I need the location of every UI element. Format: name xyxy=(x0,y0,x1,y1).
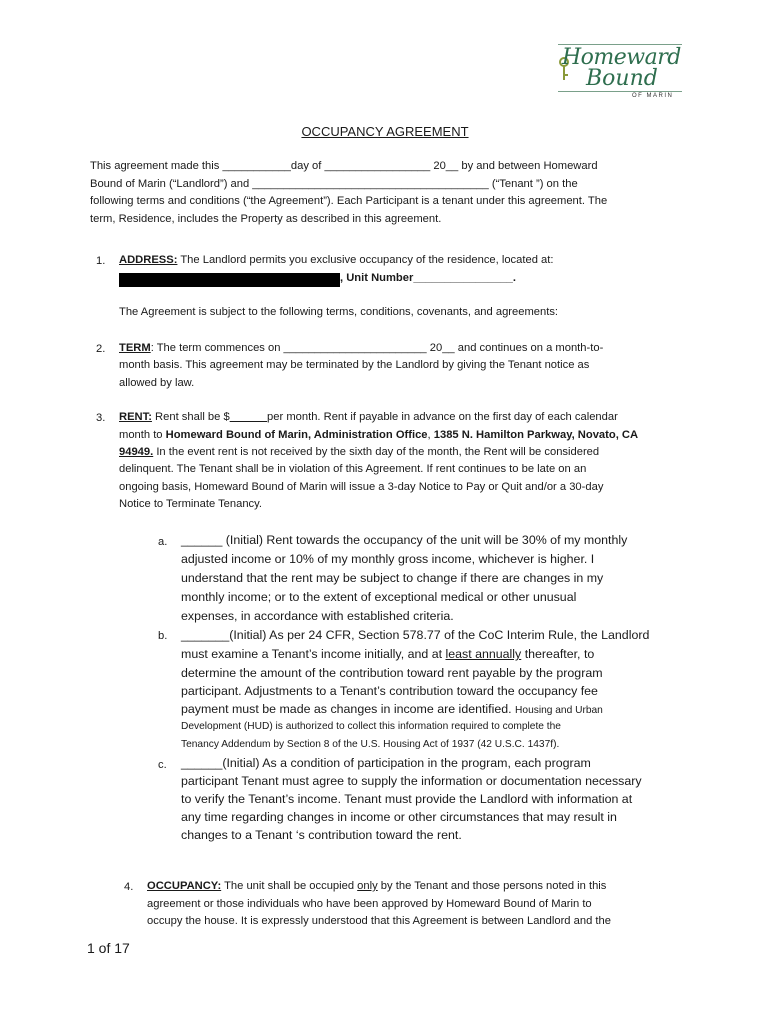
sub-c-line-2: participant Tenant must agree to supply the information or documentation necessary xyxy=(181,774,642,788)
sub-b-text-5a: payment must be made as changes in income are identified. xyxy=(181,702,516,716)
sub-b-text-2b: thereafter, to xyxy=(521,647,595,661)
redacted-address xyxy=(119,273,340,287)
subject-line: The Agreement is subject to the following terms, conditions, covenants, and agreements: xyxy=(119,306,559,318)
sub-b-text-5b: Housing and Urban xyxy=(515,705,603,716)
intro-line-1: This agreement made this ___________day of _________________ 20__ by and between Homeward xyxy=(90,160,598,172)
rent-text-2: per month. Rent if payable in advance on the first day of each calendar xyxy=(267,411,618,423)
section-1-text: The Landlord permits you exclusive occupancy of the residence, located at: xyxy=(177,254,554,266)
section-3-number: 3. xyxy=(96,412,106,424)
least-annually: least annually xyxy=(445,647,522,661)
sub-b-label: b. xyxy=(158,630,168,642)
section-2-line-2: month basis. This agreement may be terminated by the Landlord by giving the Tenant notice as xyxy=(119,359,590,371)
homeward-bound-logo xyxy=(556,42,684,104)
section-3-line-3 xyxy=(119,444,599,462)
sub-c-line-1: ______(Initial) As a condition of participation in the program, each program xyxy=(181,756,591,770)
logo-bottom-rule xyxy=(558,91,682,92)
section-3-line-5: ongoing basis, Homeward Bound of Marin will issue a 3-day Notice to Pay or Quit and/or a 30-day xyxy=(119,481,604,493)
sub-a-line-1: ______ (Initial) Rent towards the occupancy of the unit will be 30% of my monthly xyxy=(181,533,628,547)
section-4-line-2: agreement or those individuals who have been approved by Homeward Bound of Marin to xyxy=(147,898,592,910)
sub-b-line-4: participant. Adjustments to a Tenant’s contribution toward the occupancy fee xyxy=(181,684,598,698)
sub-c-line-4: any time regarding changes in income or other circumstances that may result in xyxy=(181,810,617,824)
section-3-line-2 xyxy=(119,427,638,445)
intro-line-4: term, Residence, includes the Property as described in this agreement. xyxy=(90,213,442,225)
occupancy-only: only xyxy=(357,880,378,892)
sub-b-line-2 xyxy=(181,645,594,664)
sub-c-line-3: to verify the Tenant’s income. Tenant must provide the Landlord with information at xyxy=(181,792,633,806)
sub-b-line-6: Development (HUD) is authorized to collect this information required to complete the xyxy=(181,721,561,732)
section-1-number: 1. xyxy=(96,255,106,267)
section-2-number: 2. xyxy=(96,343,106,355)
rent-amount-blank: ______ xyxy=(229,411,268,423)
sub-c-label: c. xyxy=(158,759,167,771)
section-3-line-1 xyxy=(119,409,618,427)
section-3-label: RENT: xyxy=(119,411,152,423)
unit-number-line: , Unit Number________________. xyxy=(340,272,517,284)
section-1-label: ADDRESS: xyxy=(119,254,178,266)
document-title: OCCUPANCY AGREEMENT xyxy=(301,124,469,139)
section-2-text-1: : The term commences on _______________________ 20__ and continues on a month-to- xyxy=(150,342,604,354)
rent-text-5: In the event rent is not received by the sixth day of the month, the Rent will be considered xyxy=(153,446,600,458)
intro-line-2: Bound of Marin (“Landlord”) and ______________________________________ (“Tenant ”) on the xyxy=(90,178,578,190)
rent-text-3: month to xyxy=(119,429,166,441)
sub-b-text-2a: must examine a Tenant’s income initially, and at xyxy=(181,647,446,661)
logo-text-bound: Bound xyxy=(586,66,658,91)
administration-office: Homeward Bound of Marin, Administration Office xyxy=(165,429,428,441)
sub-b-line-7: Tenancy Addendum by Section 8 of the U.S. Housing Act of 1937 (42 U.S.C. 1437f). xyxy=(181,739,560,750)
sub-a-label: a. xyxy=(158,536,168,548)
section-1-line-1 xyxy=(119,252,553,270)
office-address: 1385 N. Hamilton Parkway, Novato, CA xyxy=(433,429,639,441)
sub-a-line-4: monthly income; or to the extent of exceptional medical or other unusual xyxy=(181,590,577,604)
logo-text-homeward: Homeward xyxy=(562,45,681,70)
section-4-line-3: occupy the house. It is expressly understood that this Agreement is between Landlord and the xyxy=(147,915,611,927)
sub-c-line-5: changes to a Tenant ‘s contribution toward the rent. xyxy=(181,828,462,842)
section-4-number: 4. xyxy=(124,881,134,893)
section-4-label: OCCUPANCY: xyxy=(147,880,222,892)
sub-b-line-3: determine the amount of the contribution toward rent payable by the program xyxy=(181,666,603,680)
occupancy-text-2: by the Tenant and those persons noted in this xyxy=(377,880,607,892)
section-2-line-1 xyxy=(119,340,603,358)
logo-text-of-marin: OF MARIN xyxy=(632,93,674,99)
sub-a-line-5: expenses, in accordance with established criteria. xyxy=(181,609,454,623)
occupancy-text-1: The unit shall be occupied xyxy=(221,880,358,892)
sub-a-line-2: adjusted income or 10% of my monthly gross income, whichever is higher. I xyxy=(181,552,595,566)
office-zip: 94949. xyxy=(119,446,154,458)
sub-b-line-1: _______(Initial) As per 24 CFR, Section 578.77 of the CoC Interim Rule, the Landlord xyxy=(181,628,650,642)
section-2-line-3: allowed by law. xyxy=(119,377,195,389)
section-3-line-6: Notice to Terminate Tenancy. xyxy=(119,498,263,510)
section-3-line-4: delinquent. The Tenant shall be in violation of this Agreement. If rent continues to be late on an xyxy=(119,463,587,475)
rent-text-4: , xyxy=(427,429,434,441)
sub-a-line-3: understand that the rent may be subject to change if there are changes in my xyxy=(181,571,604,585)
intro-line-3: following terms and conditions (“the Agreement”). Each Participant is a tenant under this agreement. The xyxy=(90,195,608,207)
section-4-line-1 xyxy=(147,878,606,896)
page-number: 1 of 17 xyxy=(87,940,130,956)
section-2-label: TERM xyxy=(119,342,151,354)
rent-text-1: Rent shall be $ xyxy=(151,411,230,423)
